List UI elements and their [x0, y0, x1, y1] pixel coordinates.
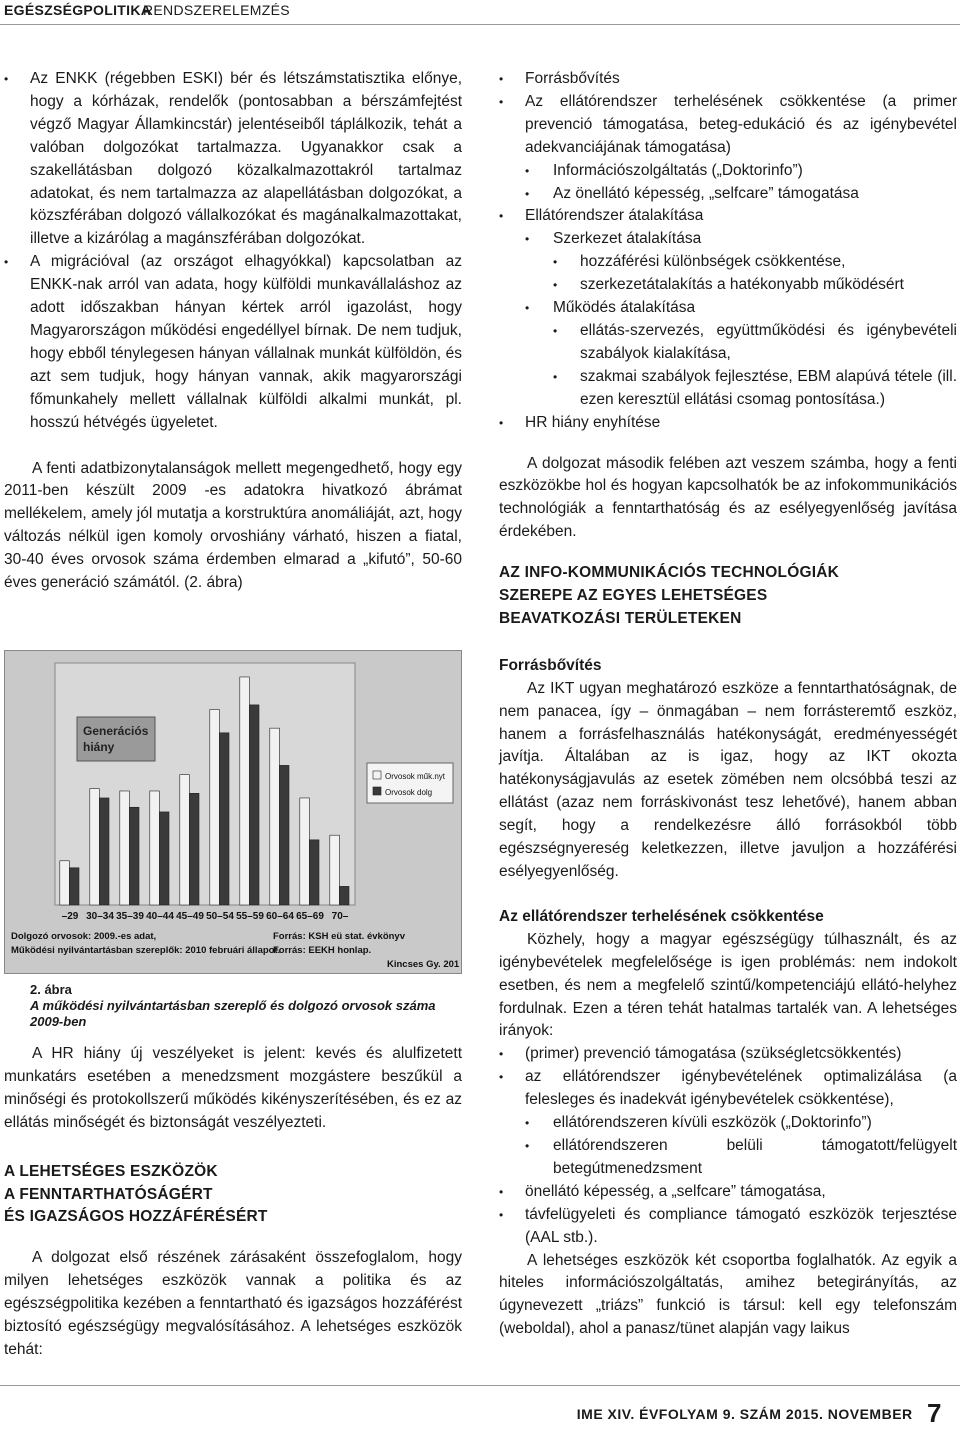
- right-paragraph-3: Közhely, hogy a magyar egészségügy túlhasznált, és az igénybevételek megfelelősége is igen problémás: nem indokolt esetben, és nem a megfelelő szintű/kompetenciájú ellátó-helyhez fordulnak. Ezen a téren tehát hatalmas tartalék van. A lehetséges irányok:: [499, 930, 957, 1040]
- subsection-label: RENDSZERELEMZÉS: [143, 2, 290, 18]
- left-bullet-1: • Az ENKK (régebben ESKI) bér és létszámstatisztika előnye, hogy a kórházak, rendelők (pontosabban a bérszámfejtést végző Magyar Államkincstár) jelentéseiből táplálkozik, tehát a valóban dolgozókat tartalmazza. Ugyanakkor csak a szakellátásban dolgozó közalkalmazottakról tartalmaz adatokat, és nem tartalmazza az alapellátásban dolgozókat, a közszférában dolgozó vállalkozókat és magánalkalmazottakat, illetve a kizárólag a magánszférában dolgozókat.: [4, 68, 462, 251]
- list-item-prevencio: • (primer) prevenció támogatása (szükségletcsökkentés): [499, 1043, 957, 1066]
- chart-x-tick-label: 45–49: [176, 911, 204, 922]
- list-item-beluli: • ellátórendszeren belüli támogatott/felügyelt betegútmenedzsment: [499, 1135, 957, 1181]
- chart-bar: [210, 710, 220, 905]
- figure-caption: [30, 982, 460, 1030]
- chart-legend-swatch: [373, 787, 381, 795]
- list-item-hozzaferes: • hozzáférési különbségek csökkentése,: [499, 251, 957, 274]
- chart-legend-swatch: [373, 771, 381, 779]
- chart-footnote-right-2: Forrás: EEKH honlap.: [273, 945, 372, 956]
- list-item-szerkezet: • Szerkezet átalakítása: [499, 228, 957, 251]
- caption-number: 2. ábra: [30, 982, 72, 997]
- chart-bar: [339, 886, 349, 905]
- chart-x-tick-label: 40–44: [146, 911, 174, 922]
- right-paragraph-4: A lehetséges eszközök két csoportba foglalhatók. Az egyik a hiteles információszolgáltatás, amihez betegirányítás, az úgynevezett „triázs” funkció is társul: kell egy telefonszám (weboldal), ahol a panasz/tünet alapján vagy laikus: [499, 1251, 957, 1338]
- journal-info: IME XIV. ÉVFOLYAM 9. SZÁM 2015. NOVEMBER: [576, 1406, 913, 1422]
- page-header: [0, 0, 960, 22]
- chart-bar: [330, 835, 340, 905]
- chart-bar: [159, 812, 169, 905]
- footer-divider: [0, 1385, 960, 1386]
- list-item-selfcare: • önellátó képesség, a „selfcare” támogatása,: [499, 1181, 957, 1204]
- left-paragraph-3: A dolgozat első részének zárásaként összefoglalom, hogy milyen lehetséges eszközök vannak a politika és az egészségpolitika kezében a fenntartható és igazságos hozzáférést biztosító egészségügy megvalósításához. A lehetséges eszközök tehát:: [4, 1249, 462, 1358]
- right-column: [499, 68, 957, 1341]
- chart-legend-label: Orvosok műk.nyt: [385, 772, 446, 781]
- chart-bar: [69, 868, 79, 905]
- chart-bar: [129, 807, 139, 905]
- right-heading-line-2: SZEREPE AZ EGYES LEHETSÉGES: [499, 587, 768, 605]
- list-item-forrasbovites: • Forrásbővítés: [499, 68, 957, 91]
- caption-text: A működési nyilvántartásban szereplő és dolgozó orvosok száma 2009-ben: [30, 998, 436, 1029]
- right-heading-line-1: AZ INFO-KOMMUNIKÁCIÓS TECHNOLÓGIÁK: [499, 564, 840, 582]
- chart-footnote-left-2: Működési nyilvántartásban szereplők: 2010 februári állapot.: [11, 945, 281, 956]
- chart-x-tick-label: 70–: [331, 911, 349, 922]
- list-item-tavfelugyelet: • távfelügyeleti és compliance támogató eszközök terjesztése (AAL stb.).: [499, 1204, 957, 1250]
- list-item-szakmai: • szakmai szabályok fejlesztése, EBM alapúvá tétele (ill. ezen keresztül ellátási csomag pontosítása.): [499, 366, 957, 412]
- list-item-hr: • HR hiány enyhítése: [499, 412, 957, 435]
- chart-legend: [367, 763, 453, 803]
- right-subheading-2: Az ellátórendszer terhelésének csökkentése: [499, 907, 824, 925]
- left-heading-line-1: A LEHETSÉGES ESZKÖZÖK: [4, 1162, 218, 1180]
- chart-bar: [180, 775, 190, 905]
- section-label: EGÉSZSÉGPOLITIKA: [4, 2, 152, 18]
- chart-x-tick-label: 35–39: [116, 911, 144, 922]
- right-paragraph-1: A dolgozat második felében azt veszem számba, hogy a fenti eszközökbe hol és hogyan kapcsolhatók be az infokommunikációs technológiák a fenntarthatóság és az esélyegyenlőség javítása érdekében.: [499, 454, 957, 541]
- chart-x-tick-label: 60–64: [266, 911, 294, 922]
- chart-footnote-right-1: Forrás: KSH eü stat. évkönyv: [273, 931, 405, 942]
- chart-bar: [309, 840, 319, 905]
- figure-chart: [4, 650, 462, 974]
- chart-annotation-line-2: hiány: [83, 740, 115, 754]
- list-item-atalakitas: • Ellátórendszer átalakítása: [499, 205, 957, 228]
- list-item-ellatasszervezes: • ellátás-szervezés, együttműködési és igénybevételi szabályok kialakítása,: [499, 320, 957, 366]
- chart-bar: [279, 765, 289, 905]
- chart-credit: Kincses Gy. 201: [387, 959, 460, 970]
- list-item-optimalizalas: • az ellátórendszer igénybevételének optimalizálása (a felesleges és inadekvát igénybevételek csökkentése),: [499, 1066, 957, 1112]
- left-paragraph-1: A fenti adatbizonytalanságok mellett megengedhető, hogy egy 2011-ben készült 2009 -es adatokra hivatkozó ábrámat mellékelem, amely jól mutatja a korstruktúra anomáliáját, azt, hogy változás nélkül igen komoly orvoshiány várható, hiszen a fiatal, 30-40 éves orvosok száma érdemben elmarad a „kifutó”, 50-60 éves generáció számától. (2. ábra): [4, 459, 462, 592]
- list-item-szerkezetatalakitas: • szerkezetátalakítás a hatékonyabb működésért: [499, 274, 957, 297]
- chart-bar: [90, 789, 100, 905]
- left-column: [4, 68, 462, 595]
- chart-x-tick-label: 30–34: [86, 911, 114, 922]
- right-heading-line-3: BEAVATKOZÁSI TERÜLETEKEN: [499, 609, 742, 627]
- left-heading-line-2: A FENNTARTHATÓSÁGÉRT: [4, 1185, 213, 1203]
- chart-x-tick-label: 65–69: [296, 911, 324, 922]
- right-paragraph-2: Az IKT ugyan meghatározó eszköze a fenntarthatóságnak, de nem panacea, így – önmagában – nem forrásteremtő eszköz, hanem a forrásfelhasználás hatékonyságát, eredményességét javítja. Általában az is igaz, hogy az IKT okozta hatékonyságjavulás az esetek zömében nem olcsóbbá teszi az ellátást (azaz nem forráskivonást tesz lehetővé), hanem abban segít, hogy a rendelkezésre álló forrásokból több egészségnyereség keletkezzen, illetve javuljon a hozzáférési esélyegyenlőség.: [499, 679, 957, 880]
- chart-bar: [249, 705, 259, 905]
- chart-svg: [5, 651, 461, 973]
- list-item-onellato: • Az önellátó képesség, „selfcare” támogatása: [499, 183, 957, 206]
- list-item-kivuli: • ellátórendszeren kívüli eszközök („Doktorinfo”): [499, 1112, 957, 1135]
- chart-bar: [120, 791, 130, 905]
- left-heading-line-3: ÉS IGAZSÁGOS HOZZÁFÉRÉSÉRT: [4, 1208, 268, 1226]
- chart-annotation-line-1: Generációs: [83, 724, 149, 738]
- chart-bar: [240, 677, 250, 905]
- list-item-informacio: • Információszolgáltatás („Doktorinfo”): [499, 160, 957, 183]
- chart-bar: [300, 798, 310, 905]
- chart-bar: [270, 728, 280, 905]
- right-subheading-1: Forrásbővítés: [499, 656, 602, 674]
- left-column-lower: [4, 1043, 462, 1362]
- header-divider: [0, 24, 960, 25]
- chart-bar: [189, 793, 199, 905]
- chart-footnote-left-1: Dolgozó orvosok: 2009.-es adat,: [11, 931, 157, 942]
- page-footer: [577, 1398, 942, 1429]
- left-bullet-2: • A migrációval (az országot elhagyókkal) kapcsolatban az ENKK-nak arról van adata, hogy külföldi munkavállaláshoz az adott időszakban hányan kértek arról igazolást, hogy Magyarországon működési engedéllyel bírnak. De nem tudjuk, hogy ebből ténylegesen hányan vállalnak munkát külföldön, és azt sem tudjuk, hogy hányan vannak, akik magyarországi főmunkahely mellett vállalnak külföldi alkalmi munkát, pl. hosszú hétvégés ügyeletet.: [4, 251, 462, 434]
- chart-x-tick-label: 50–54: [206, 911, 234, 922]
- page-number: 7: [927, 1398, 942, 1428]
- list-item-mukodes: • Működés átalakítása: [499, 297, 957, 320]
- chart-legend-label: Orvosok dolg: [385, 788, 433, 797]
- chart-bar: [219, 733, 229, 905]
- chart-x-tick-label: 55–59: [236, 911, 264, 922]
- chart-bar: [99, 798, 109, 905]
- chart-x-tick-label: –29: [61, 911, 79, 922]
- chart-bar: [150, 791, 160, 905]
- left-paragraph-2: A HR hiány új veszélyeket is jelent: kevés és alulfizetett munkatárs esetében a menedzsment mozgástere beszűkül a minőségi és protokollszerű működés kikényszerítésében, és ez az ellátás minőségét és biztonságát veszélyezteti.: [4, 1045, 462, 1131]
- list-item-terheles: • Az ellátórendszer terhelésének csökkentése (a primer prevenció támogatása, beteg-edukáció és az igénybevétel adekvanciájának támogatása): [499, 91, 957, 160]
- chart-bar: [60, 861, 70, 905]
